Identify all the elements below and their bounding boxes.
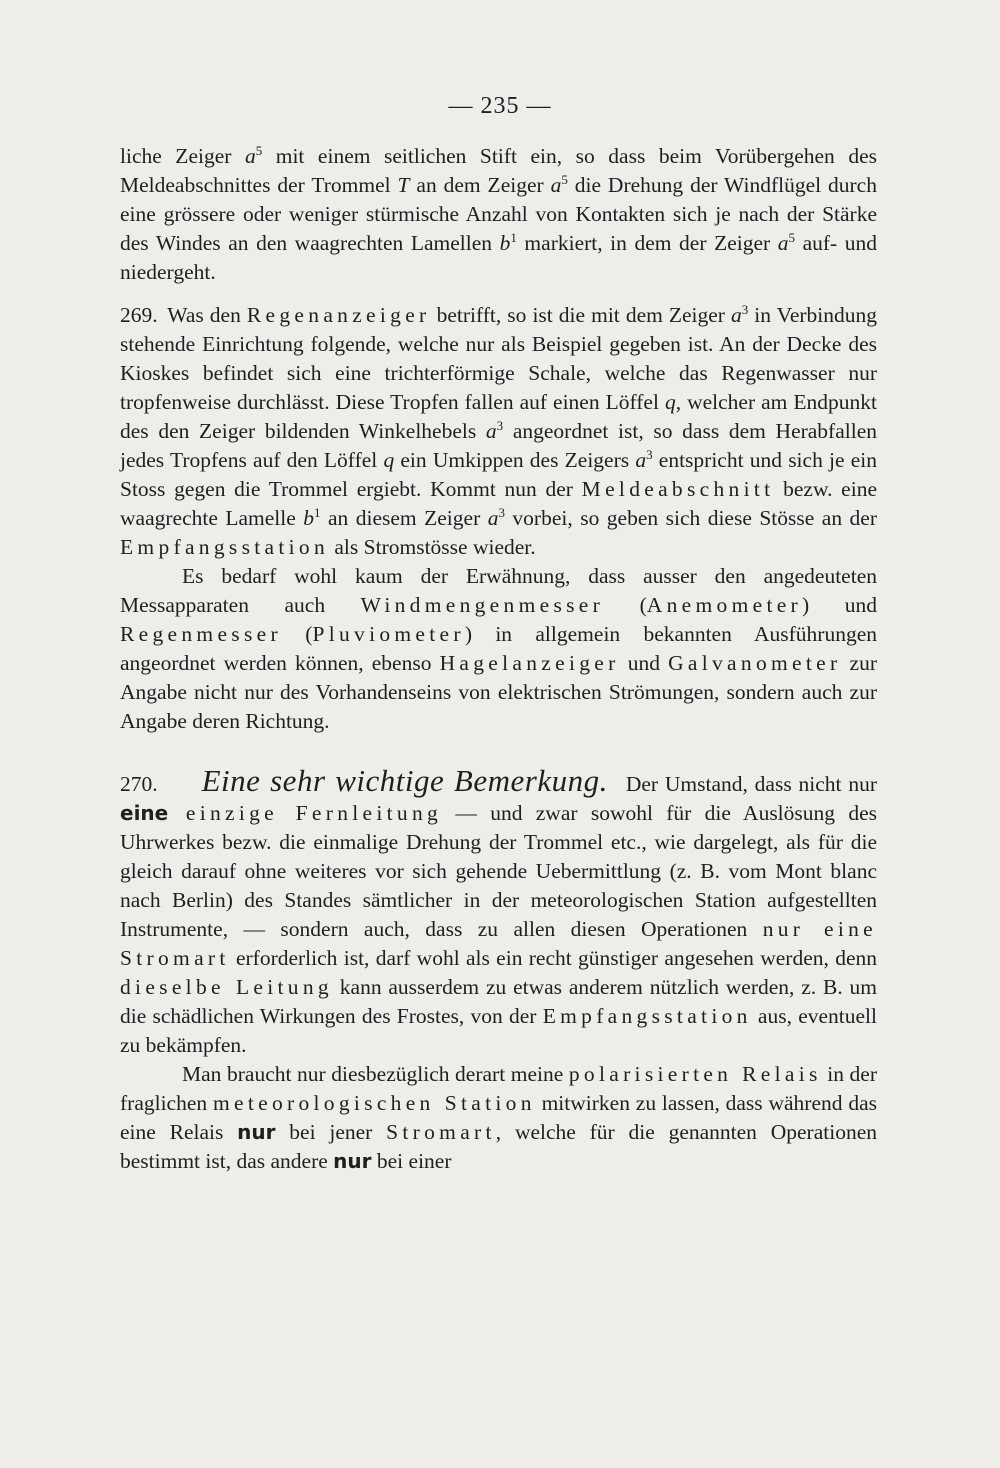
- body-text: [120, 142, 877, 1176]
- section-number: 269.: [120, 303, 158, 327]
- paragraph-269: 269. Was den Regenanzeiger betrifft, so ist die mit dem Zeiger $a^3$ in Verbindung stehende Einrichtung folgende, welche nur als Beispiel gegeben ist. An der Decke des Kioskes befindet sich eine trichterförmige Schale, welche das Regenwasser nur tropfenweise durchlässt. Diese Tropfen fallen auf einen Löffel q, welcher am Endpunkt des den Zeiger bildenden Winkelhebels $a^3$ angeordnet ist, so dass dem Herabfallen jedes Tropfens auf den Löffel q ein Umkippen des Zeigers $a^3$ entspricht und sich je ein Stoss gegen die Trommel ergiebt. Kommt nun der Meldeabschnitt bezw. eine waagrechte Lamelle $b^1$ an diesem Zeiger $a^3$ vorbei, so geben sich diese Stösse an der Empfangsstation als Stromstösse wieder.: [120, 301, 878, 559]
- section-title: Eine sehr wichtige Bemerkung.: [201, 763, 608, 798]
- paragraph-270: 270. Eine sehr wichtige Bemerkung. Der Umstand, dass nicht nur eine einzige Fernleitung — und zwar sowohl für die Auslösung des Uhrwerkes bezw. die einmalige Drehung der Trommel etc., wie dargelegt, als für die gleich darauf ohne weiteres vor sich gehende Uebermittlung (z. B. vom Mont blanc nach Berlin) des Standes sämtlicher in der meteorologischen Station aufgestellten Instrumente, — sondern auch, dass zu allen diesen Operationen nur eine Stromart erforderlich ist, darf wohl als ein recht günstiger angesehen werden, denn dieselbe Leitung kann ausserdem zu etwas anderem nützlich werden, z. B. um die schädlichen Wirkungen des Frostes, von der Empfangsstation aus, eventuell zu bekämpfen.: [120, 763, 877, 1057]
- paragraph-continuation: liche Zeiger $a^5$ mit einem seitlichen Stift ein, so dass beim Vorübergehen des Meldeabschnittes der Trommel T an dem Zeiger $a^5$ die Drehung der Windflügel durch eine grössere oder weniger stürmische Anzahl von Kontakten sich je nach der Stärke des Windes an den waagrechten Lamellen $b^1$ markiert, in dem der Zeiger $a^5$ auf- und niedergeht.: [120, 142, 877, 284]
- paragraph-instruments: Es bedarf wohl kaum der Erwähnung, dass ausser den angedeuteten Messapparaten auch Windmengenmesser (Anemometer) und Regenmesser (Pluviometer) in allgemein bekannten Ausführungen angeordnet werden können, ebenso Hagelanzeiger und Galvanometer zur Angabe nicht nur des Vorhandenseins von elektrischen Strömungen, sondern auch zur Angabe deren Richtung.: [120, 564, 878, 733]
- paragraph-relais: Man braucht nur diesbezüglich derart meine polarisierten Relais in der fraglichen meteorologischen Station mitwirken zu lassen, dass während das eine Relais nur bei jener Stromart, welche für die genannten Operationen bestimmt ist, das andere nur bei einer: [120, 1062, 877, 1173]
- page-number: — 235 —: [448, 93, 552, 119]
- section-number: 270.: [120, 772, 158, 796]
